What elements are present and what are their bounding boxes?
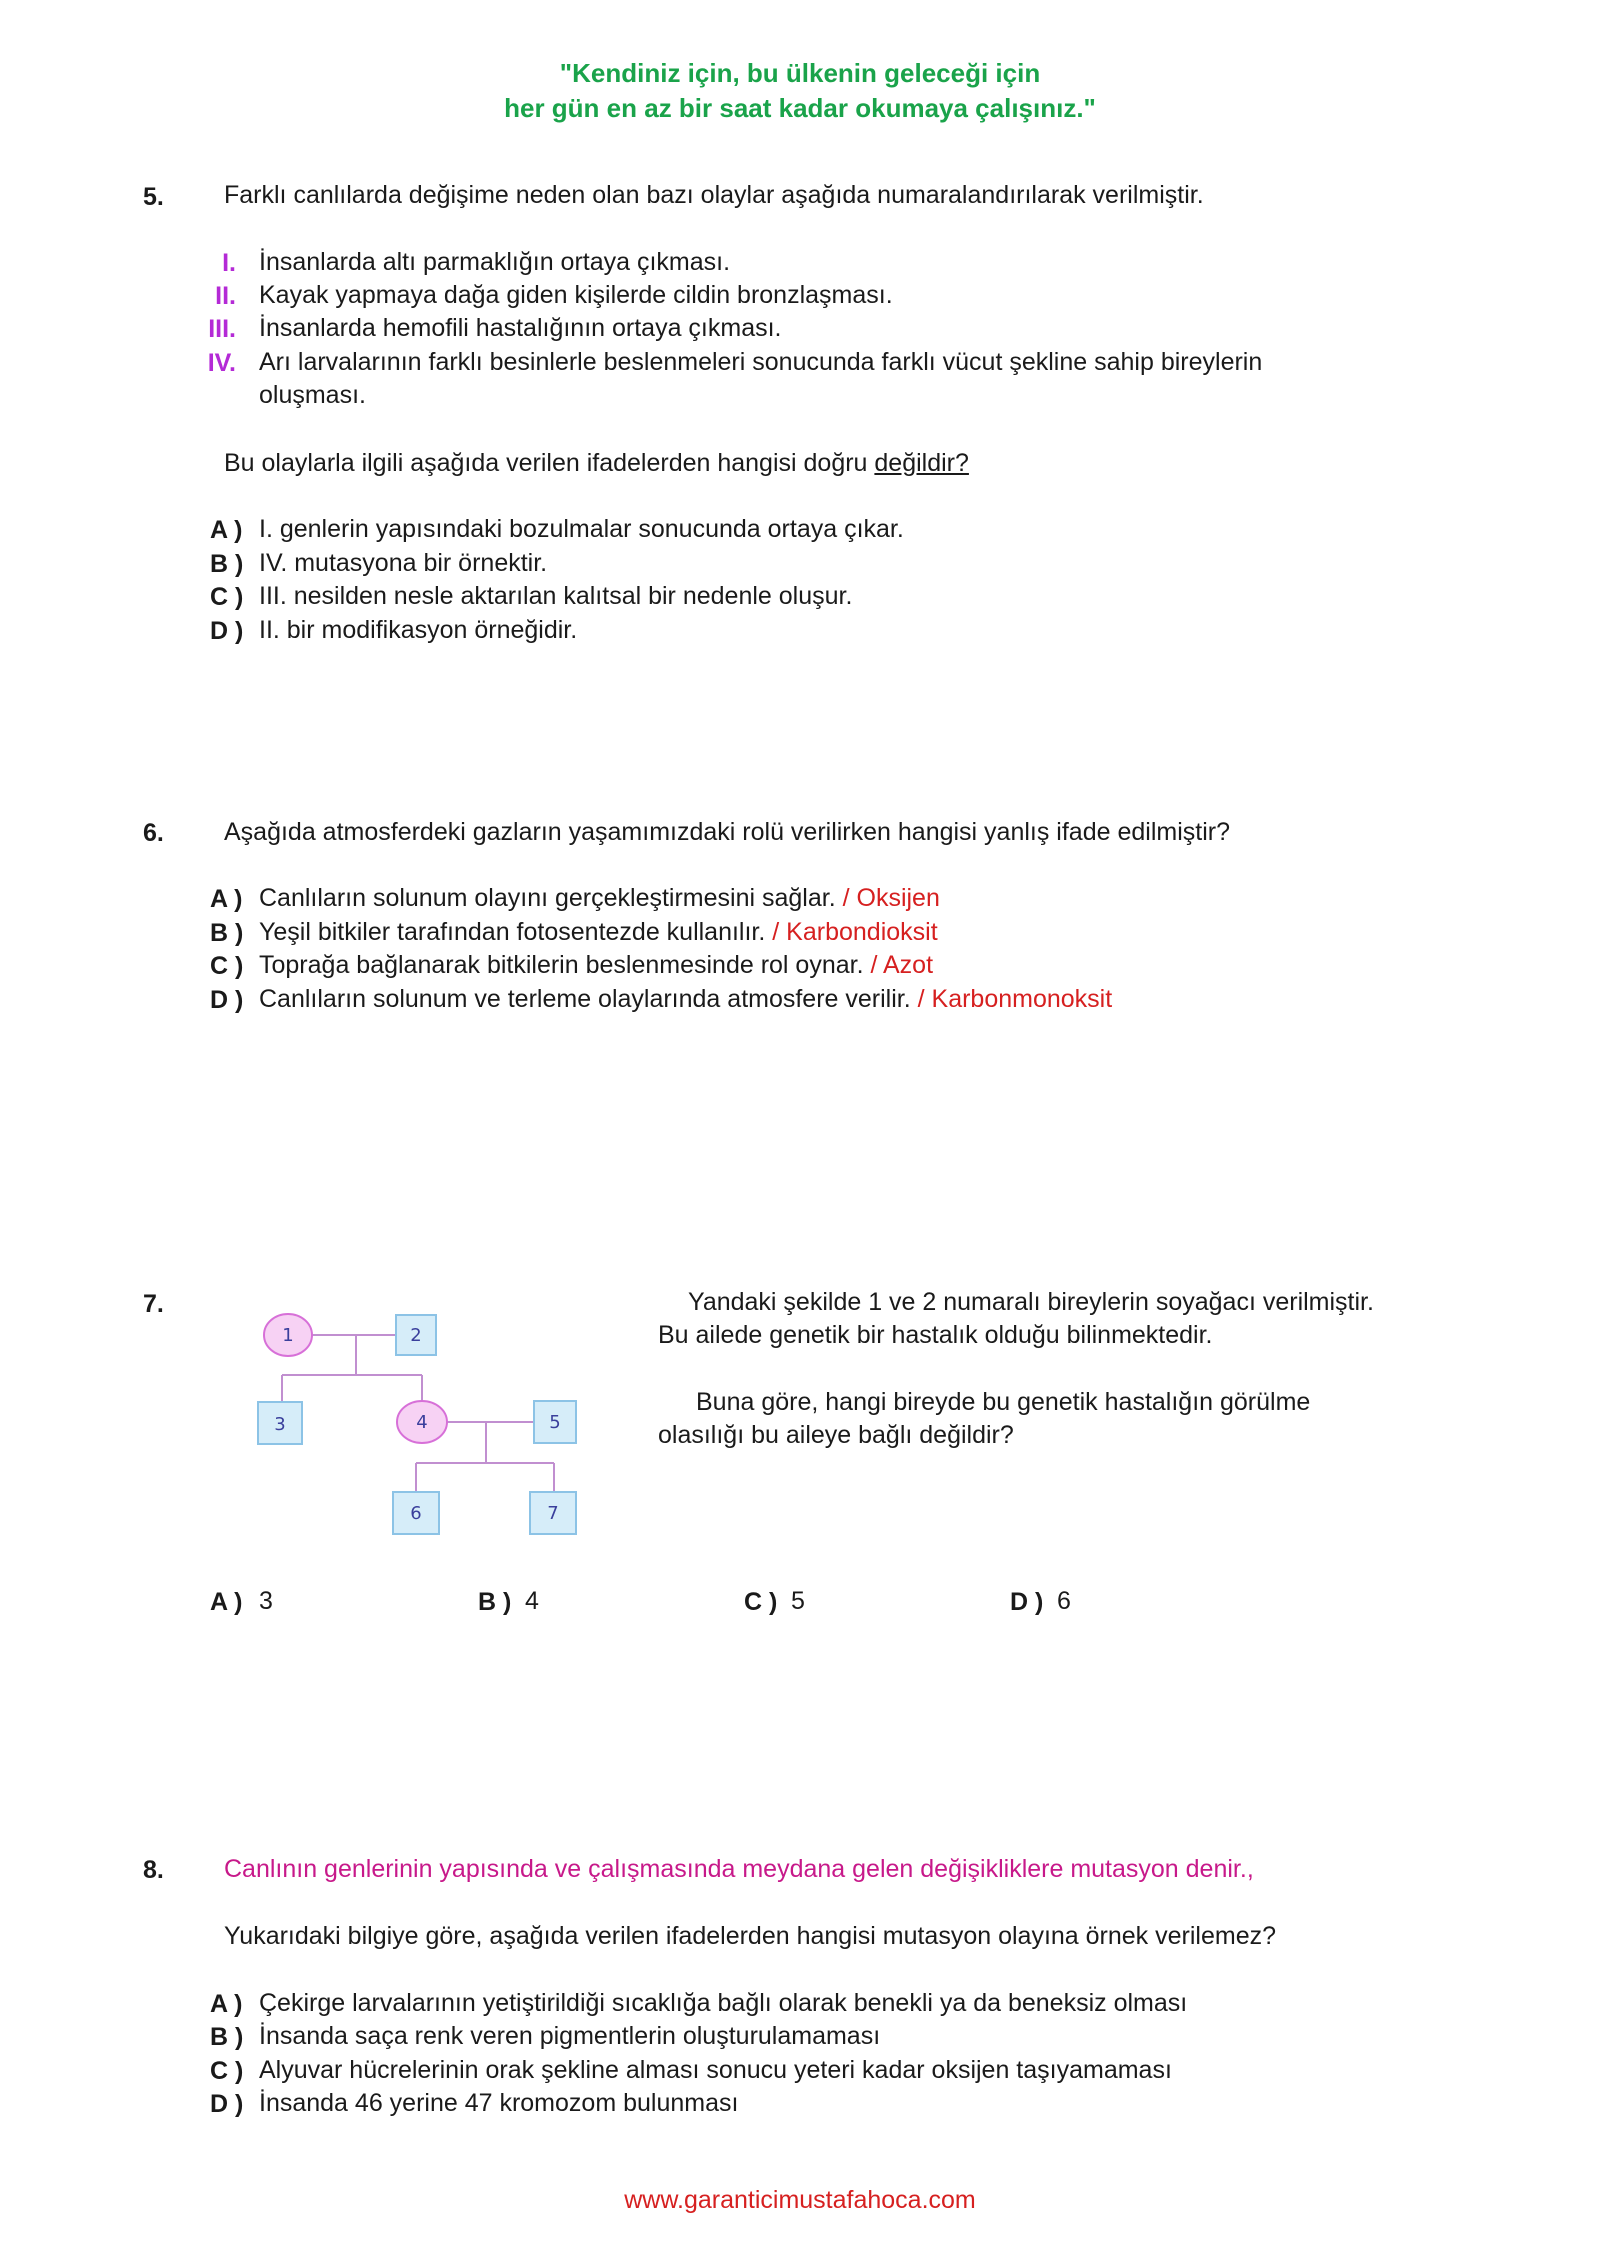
option-label[interactable]: C ): [210, 2057, 244, 2085]
question-text: olasılığı bu aileye bağlı değildir?: [658, 1421, 1014, 1449]
option-text[interactable]: İnsanda 46 yerine 47 kromozom bulunması: [259, 2089, 739, 2117]
question-stem: Yukarıdaki bilgiye göre, aşağıda verilen ifadelerden hangisi mutasyon olayına örnek verilemez?: [224, 1922, 1277, 1950]
individual-2: [396, 1315, 436, 1355]
item-roman: IV.: [207, 349, 236, 377]
option-text[interactable]: 6: [1057, 1587, 1071, 1615]
option-text[interactable]: [259, 950, 933, 980]
option-text[interactable]: Çekirge larvalarının yetiştirildiği sıcaklığa bağlı olarak benekli ya da beneksiz olması: [259, 1989, 1188, 2017]
info-text: Canlının genlerinin yapısında ve çalışmasında meydana gelen değişikliklere mutasyon denir.,: [224, 1855, 1254, 1883]
option-statement: Yeşil bitkiler tarafından fotosentezde kullanılır.: [259, 918, 766, 946]
item-text-continued: oluşması.: [259, 381, 366, 409]
individual-label: 4: [416, 1412, 428, 1433]
footer-link[interactable]: www.garanticimustafahoca.com: [624, 2186, 976, 2214]
individual-4: [397, 1401, 447, 1443]
individual-7: [530, 1492, 576, 1534]
individual-1: [264, 1314, 312, 1356]
option-label[interactable]: B ): [210, 919, 244, 947]
option-label[interactable]: C ): [744, 1588, 778, 1616]
individual-5: [534, 1401, 576, 1443]
option-statement: Toprağa bağlanarak bitkilerin beslenmesinde rol oynar.: [259, 951, 864, 979]
option-text[interactable]: 5: [791, 1587, 805, 1615]
item-roman: III.: [208, 315, 236, 343]
item-roman: I.: [222, 249, 236, 277]
option-text[interactable]: İnsanda saça renk veren pigmentlerin oluşturulamaması: [259, 2022, 881, 2050]
option-label[interactable]: B ): [210, 2023, 244, 2051]
individual-3: [258, 1402, 302, 1444]
option-label[interactable]: D ): [210, 986, 244, 1014]
option-label[interactable]: C ): [210, 952, 244, 980]
option-gas: / Karbonmonoksit: [917, 985, 1113, 1013]
motto-line-2: her gün en az bir saat kadar okumaya çalışınız.": [504, 93, 1096, 123]
motto-line-1: "Kendiniz için, bu ülkenin geleceği için: [559, 58, 1041, 88]
question-number: 6.: [143, 819, 164, 847]
option-text[interactable]: I. genlerin yapısındaki bozulmalar sonucunda ortaya çıkar.: [259, 515, 904, 543]
option-label[interactable]: D ): [1010, 1588, 1044, 1616]
question-number: 7.: [143, 1290, 164, 1318]
question-number: 5.: [143, 183, 164, 211]
prompt-underlined: değildir?: [874, 449, 969, 477]
option-label[interactable]: A ): [210, 885, 243, 913]
question-stem: Farklı canlılarda değişime neden olan bazı olaylar aşağıda numaralandırılarak verilmiştir.: [224, 181, 1204, 209]
item-roman: II.: [215, 282, 236, 310]
option-label[interactable]: B ): [478, 1588, 512, 1616]
option-text[interactable]: III. nesilden nesle aktarılan kalıtsal bir nedenle oluşur.: [259, 582, 853, 610]
item-text: İnsanlarda altı parmaklığın ortaya çıkması.: [259, 248, 731, 276]
option-label[interactable]: A ): [210, 1990, 243, 2018]
pedigree-chart: [240, 1295, 600, 1545]
option-label[interactable]: B ): [210, 550, 244, 578]
item-text: Arı larvalarının farklı besinlerle beslenmeleri sonucunda farklı vücut şekline sahip bireylerin: [259, 348, 1263, 376]
option-gas: / Karbondioksit: [772, 918, 938, 946]
option-label[interactable]: A ): [210, 1588, 243, 1616]
option-text[interactable]: [259, 984, 1112, 1014]
individual-label: 2: [410, 1325, 422, 1346]
item-text: Kayak yapmaya dağa giden kişilerde cildin bronzlaşması.: [259, 281, 893, 309]
option-text[interactable]: Alyuvar hücrelerinin orak şekline alması sonucu yeteri kadar oksijen taşıyamaması: [259, 2056, 1172, 2084]
option-text[interactable]: 3: [259, 1587, 273, 1615]
individual-6: [393, 1492, 439, 1534]
option-text[interactable]: [259, 883, 940, 913]
option-label[interactable]: A ): [210, 516, 243, 544]
item-text: İnsanlarda hemofili hastalığının ortaya çıkması.: [259, 314, 782, 342]
prompt-text: Bu olaylarla ilgili aşağıda verilen ifadelerden hangisi doğru: [224, 449, 875, 477]
individual-label: 3: [274, 1414, 286, 1435]
question-prompt: [224, 448, 969, 478]
individual-label: 5: [549, 1412, 561, 1433]
individual-label: 1: [282, 1325, 294, 1346]
option-label[interactable]: D ): [210, 2090, 244, 2118]
individual-label: 7: [547, 1503, 559, 1524]
question-text: Buna göre, hangi bireyde bu genetik hastalığın görülme: [696, 1388, 1311, 1416]
option-statement: Canlıların solunum ve terleme olaylarında atmosfere verilir.: [259, 985, 911, 1013]
option-label[interactable]: C ): [210, 583, 244, 611]
option-text[interactable]: 4: [525, 1587, 539, 1615]
option-gas: / Azot: [870, 951, 934, 979]
option-statement: Canlıların solunum olayını gerçekleştirmesini sağlar.: [259, 884, 836, 912]
question-number: 8.: [143, 1856, 164, 1884]
option-label[interactable]: D ): [210, 617, 244, 645]
question-text: Yandaki şekilde 1 ve 2 numaralı bireylerin soyağacı verilmiştir.: [688, 1288, 1374, 1316]
option-text[interactable]: [259, 917, 938, 947]
option-text[interactable]: II. bir modifikasyon örneğidir.: [259, 616, 578, 644]
individual-label: 6: [410, 1503, 422, 1524]
option-text[interactable]: IV. mutasyona bir örnektir.: [259, 549, 548, 577]
question-text: Bu ailede genetik bir hastalık olduğu bilinmektedir.: [658, 1321, 1213, 1349]
option-gas: / Oksijen: [842, 884, 940, 912]
question-stem: Aşağıda atmosferdeki gazların yaşamımızdaki rolü verilirken hangisi yanlış ifade edilmiştir?: [224, 818, 1230, 846]
